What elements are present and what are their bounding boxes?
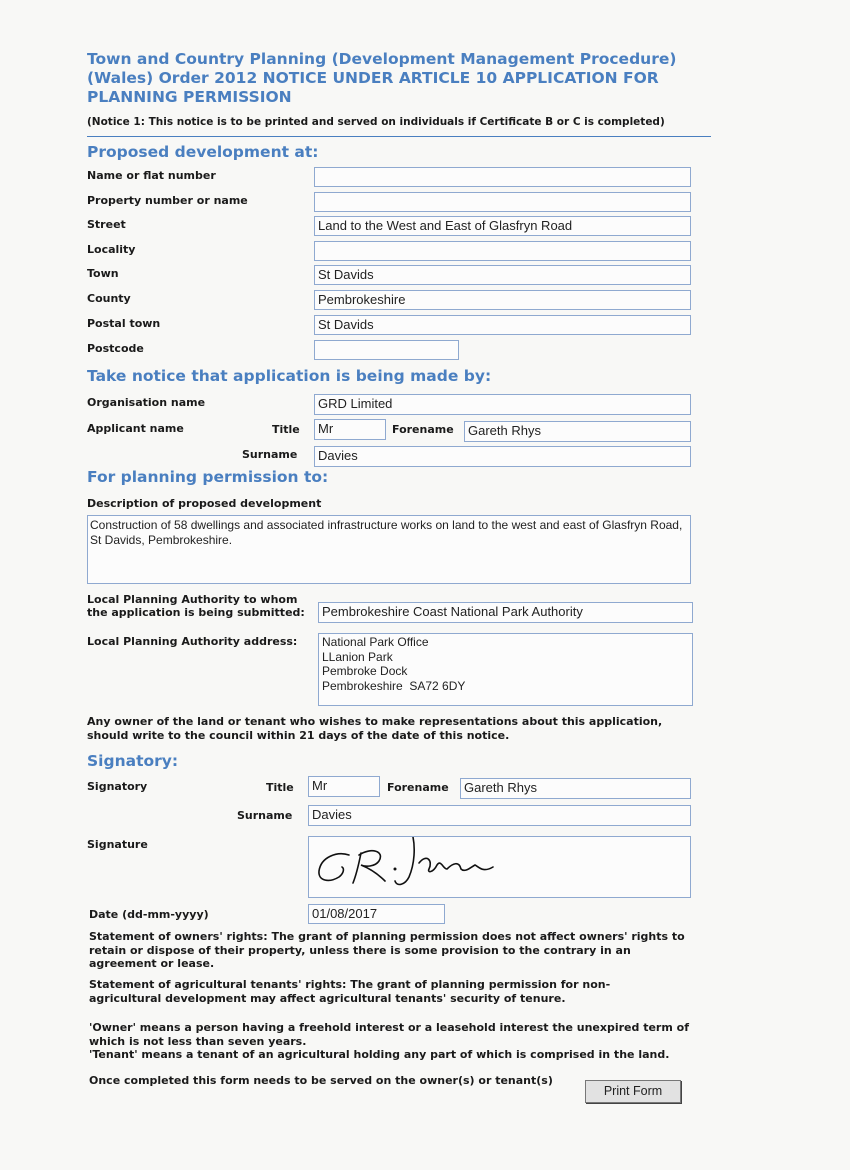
applicant-surname-label: Surname — [242, 448, 298, 461]
signatory-title-input[interactable]: Mr — [308, 776, 380, 797]
postcode-label: Postcode — [87, 342, 144, 355]
applicant-title-input[interactable]: Mr — [314, 419, 386, 440]
signatory-forename-label: Forename — [387, 781, 449, 794]
name-or-flat-input[interactable] — [314, 167, 691, 187]
lpa-address-label: Local Planning Authority address: — [87, 635, 298, 648]
organisation-label: Organisation name — [87, 396, 206, 409]
signatory-forename-input[interactable]: Gareth Rhys — [460, 778, 691, 799]
signatory-label: Signatory — [87, 780, 148, 793]
town-label: Town — [87, 267, 119, 280]
property-number-input[interactable] — [314, 192, 691, 212]
postal-town-label: Postal town — [87, 317, 161, 330]
postcode-input[interactable] — [314, 340, 459, 360]
form-title: Town and Country Planning (Development Management Procedure) (Wales) Order 2012 NOTICE UNDER ARTICLE 10 APPLICATION FOR PLANNING PERMISSION — [87, 50, 677, 106]
locality-label: Locality — [87, 243, 136, 256]
address-line: Pembrokeshire SA72 6DY — [322, 678, 466, 693]
notice-text: (Notice 1: This notice is to be printed and served on individuals if Certificate B or C is completed) — [87, 116, 665, 128]
town-input[interactable]: St Davids — [314, 265, 691, 285]
header-divider — [87, 136, 711, 137]
applicant-forename-input[interactable]: Gareth Rhys — [464, 421, 691, 442]
lpa-label-line2: the application is being submitted: — [87, 606, 305, 619]
owners-rights-text: Statement of owners' rights: The grant of planning permission does not affect owners' rights to retain or dispose of their property, unless there is some provision to the contrary in an agreement or lease. — [89, 930, 685, 970]
lpa-label-line1: Local Planning Authority to whom — [87, 593, 298, 606]
locality-input[interactable] — [314, 241, 691, 261]
applicant-heading: Take notice that application is being made by: — [87, 367, 492, 385]
tenants-rights-text: Statement of agricultural tenants' rights: The grant of planning permission for non-agricultural development may affect agricultural tenants' security of tenure. — [89, 978, 611, 1005]
signatory-heading: Signatory: — [87, 752, 179, 770]
signatory-surname-label: Surname — [237, 809, 293, 822]
applicant-forename-label: Forename — [392, 423, 454, 436]
print-form-button[interactable]: Print Form — [585, 1080, 681, 1103]
permission-heading: For planning permission to: — [87, 468, 329, 486]
postal-town-input[interactable]: St Davids — [314, 315, 691, 335]
lpa-address-textarea[interactable] — [318, 633, 693, 706]
tenant-definition-text: 'Tenant' means a tenant of an agricultural holding any part of which is comprised in the land. — [89, 1048, 670, 1061]
county-label: County — [87, 292, 131, 305]
applicant-surname-input[interactable]: Davies — [314, 446, 691, 467]
address-line: Pembroke Dock — [322, 664, 408, 678]
name-or-flat-label: Name or flat number — [87, 169, 216, 182]
date-label: Date (dd-mm-yyyy) — [89, 908, 209, 921]
address-line: National Park Office — [322, 635, 429, 649]
street-label: Street — [87, 218, 126, 231]
applicant-name-label: Applicant name — [87, 422, 184, 435]
handwritten-signature — [309, 836, 690, 893]
signatory-surname-input[interactable]: Davies — [308, 805, 691, 826]
completed-instruction-text: Once completed this form needs to be served on the owner(s) or tenant(s) — [89, 1074, 553, 1087]
proposed-heading: Proposed development at: — [87, 143, 319, 161]
description-label: Description of proposed development — [87, 497, 322, 510]
county-input[interactable]: Pembrokeshire — [314, 290, 691, 310]
date-input[interactable]: 01/08/2017 — [308, 904, 445, 924]
signature-box[interactable] — [308, 836, 691, 898]
organisation-input[interactable]: GRD Limited — [314, 394, 691, 415]
property-number-label: Property number or name — [87, 194, 248, 207]
lpa-input[interactable]: Pembrokeshire Coast National Park Authority — [318, 602, 693, 623]
representations-text: Any owner of the land or tenant who wishes to make representations about this application, should write to the council within 21 days of the date of this notice. — [87, 715, 663, 742]
street-input[interactable]: Land to the West and East of Glasfryn Road — [314, 216, 691, 236]
address-line: LLanion Park — [322, 649, 393, 664]
signature-label: Signature — [87, 838, 148, 851]
applicant-title-label: Title — [272, 423, 300, 436]
owner-definition-text: 'Owner' means a person having a freehold interest or a leasehold interest the unexpired term of which is not less than seven years. — [89, 1021, 689, 1048]
description-textarea[interactable]: Construction of 58 dwellings and associated infrastructure works on land to the west and east of Glasfryn Road, St Davids, Pembrokeshire. — [87, 515, 691, 584]
signatory-title-label: Title — [266, 781, 294, 794]
